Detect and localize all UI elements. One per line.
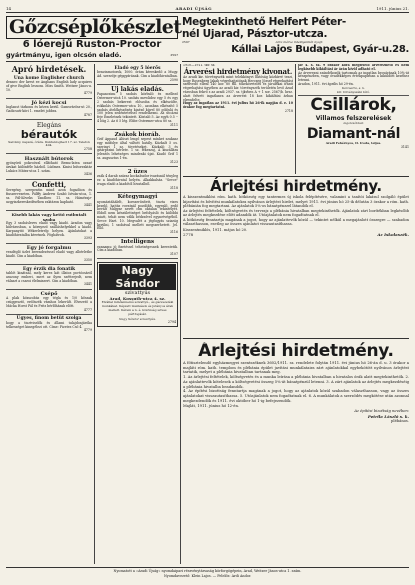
ad-nagy-title: Nagy Sándor — [99, 264, 176, 290]
ad-item — [97, 167, 178, 193]
ad-title: Intelligens — [120, 239, 155, 245]
page-footer — [6, 567, 409, 579]
ad-text: gyönyörű pokroóval ellátható Bemu-latea ozsaé árukat különféle házból. Lúdmez. Kinisi bútorraktár Lukács Mátra-utca 1. szám. — [6, 160, 92, 173]
footer-line2: Nyomdavezető: Klein Lajos. — Felelős: Ardi Andor. — [163, 573, 252, 578]
notice-1-body2: Az árlejtési feltételek, költségvetés és tervrajz a plébánia hivatalban megtekinthetők. Ajánlatok zárt borítékban legkésőbb az árlejtés megkezdése előtt adandók át. Utóajánlatok nem fogadtatnak el. — [183, 208, 409, 217]
ad-kallai: Kállai Lajos Budapest, Gyár-u.28. — [231, 44, 409, 55]
notice-2-body2: 1. Az árlejtési feltételek, költségvetés és a munka leírása a plébánia hivatalban a hivatalos órák alatt megtekinthetők. 2. Az ajánlattevők kötelesek a költségvetési összeg 5%-át bánatpénzül letenni. 3. A zárt ajánlatok az árlejtés megkezdéséig a plébánia hivatalba beadandók. — [183, 375, 409, 389]
ad-item — [97, 193, 178, 238]
ad-gozcseplo — [6, 16, 182, 62]
notice-text: Az aradi kir. törvényszék mint telekkönyvi hatóság közhírré teszi, hogy Rosenberg Jakab végrehajtatónak Herczeg József végrehajtást szenvedő elleni 140 kor. 80 fill. tőkekövetelés és járulékai iránti végrehajtási ügyében az aradi kir. törvényszék területén levő Arad városban fekvő s az aradi 2937. sz. tjkvben A + 1 sor. 2567/b. hrsz. alatt felvett ingatlanra az árverést 18 kor. kikiáltási árban elrendelte. — [183, 74, 293, 102]
ad-text: dennec der krest ee Anglians English lady acquires of give English lessons. Miss Smith. Weitzer János-u. 10. — [6, 80, 92, 92]
column-4 — [298, 64, 409, 174]
column-rule-1 — [94, 64, 95, 564]
ad-item — [6, 244, 92, 265]
ad-text: A plak közszobás egy tégla és 1/0 kőszak csüggesztő, erdőszék vámhoz lekerült. Elvezető a Mácka Horst Pál és Fritz bérlőházak előtt. — [6, 296, 92, 308]
ad-kallai-sub: Arra mérve intelligentiát nyujt: — [275, 40, 324, 44]
notice-1-num: 2778 — [183, 232, 194, 237]
notice-1-date: Kisszentmiklós, 1911. május hó 20. — [183, 227, 248, 232]
ad-text: Papancsinu 5 szobás körbuló és mellező Ostermer-utcá 10. szobás mewlidez egy 5 és egy 2 szobás bekerezt előszoba és elkészülte, rokkolás Ostermer-utca 10., azonban elkészítő 5 szobás átelőkészítség kinéző kúvel 80 gölöslá és 100 jelen sedéntetessel rendelkezni. Az útcázni feje Emeletnek tekintett. Köstaló 5. Az egyh 0.5 -- 4 lóig 2. Az 6 5 lég. Ebbe Ostermer-utca 80 sz. — [97, 92, 178, 123]
ad-num: 2590 — [169, 77, 178, 82]
ad-text: tablót kinátnál, mely keres kát illatos portóosáról asszony emberi, mert az ilyen szétterjedt, nem választ a csaroi élelmiszert. Cím a kiadóban. — [6, 271, 92, 283]
ad-num: 3116 — [169, 230, 178, 235]
ad-megtekintheto — [182, 16, 409, 62]
notice-num: 2718 — [284, 108, 293, 113]
ad-diamant-addr: Aradi Fehérnyos, II. Iroda, teljes. — [325, 141, 382, 146]
ad-csillarok-sub2: legolcsóbban — [343, 121, 364, 126]
ad-text: Inglanst tárkonu és kézen kerül. Gamsvárősz-ut 20., Gadicsuti-köri 1. emelet jobbra. — [6, 105, 92, 113]
column-3 — [183, 64, 293, 174]
ad-item — [6, 265, 92, 290]
ad-gozcseplo-title: Gőzcséplőkészlet — [6, 16, 178, 39]
ad-text: benzinmotorok, 1000. órám kéreskedő a Mugy. Ad. szerzője gépgyárának. Cím a kiadóhivatalban. — [97, 70, 178, 78]
ad-title: Csépő — [40, 291, 58, 298]
ad-title: Ügyes, finom betüt szolga — [16, 316, 82, 322]
ad-item — [97, 85, 178, 130]
ad-megtekintheto-line2: nél Ujarad, Pásztor-utcza. — [182, 28, 328, 40]
notice-signer: Karcsatra, s. k. — [341, 85, 366, 90]
ad-text: ezanamu jó fizetéssel tehetségesnek kerestetik. Cím a kiadóban. — [97, 244, 178, 253]
ad-title: Használt bútorok — [24, 155, 74, 162]
ad-text: Sarokny, napszá, órára. Dukfenloghezt 17. sz. Telefon 404. — [8, 139, 90, 148]
notice-2-body3: 4. Az építési bizottság fenntartja magának a jogot, hogy az ajánlatok közül szabadon választhasson, vagy az összes ajánlatokat visszautasíthassa. 5. Utóajánlatok nem fogadtatnak el. 6. A munkálatok a szerződés megkötése után azonnal megkezdendők és 1911. évi október hó 1-ig befejezendők. — [183, 389, 409, 403]
ad-item — [6, 99, 92, 120]
ad-num: 3441 — [83, 203, 92, 208]
ad-title: Confetti, — [31, 180, 67, 190]
ad-nagy-sandor — [97, 262, 178, 327]
ad-item — [6, 315, 92, 335]
ad-num: 3123 — [169, 159, 178, 164]
ad-text: vendéglő üzlet berendezéssel eladó vagy albérletbe kiadó. Cím a kiadóban. — [6, 250, 92, 258]
ad-num: 4787 — [83, 112, 92, 117]
ad-title: Eladó egy 5 lóerős — [114, 65, 161, 71]
ad-title: 2 üzes — [127, 168, 148, 175]
notice-signer-title: kir. törvényszéki bíró. — [298, 91, 409, 97]
ad-big: bérautók — [20, 127, 78, 141]
notice-cont: jár 4. s. tk. 9 órakor kórá megfelelő árverezhető és nem legkisebb kikiáltási ár árán kívül adható el. — [298, 64, 409, 71]
ad-title: Una kome Englisher church — [13, 75, 85, 81]
notice-2-sign-role: Az építési bizottság nevében: — [354, 409, 409, 414]
ad-gozcseplo-line3: gyártmányu, igen olcsón eladó. — [6, 51, 122, 59]
notice-2-header: Árlejtési hirdetmény. — [198, 342, 394, 361]
ad-gozcseplo-num: 2597 — [170, 53, 178, 57]
ad-num: 3436 — [83, 172, 92, 177]
notice-ref: 1910—1911. tkv. sz. — [183, 64, 216, 67]
page-number: 14 — [6, 6, 12, 11]
ad-num: 2758 — [83, 147, 92, 152]
ad-item — [6, 120, 92, 154]
ad-num: 4777 — [83, 307, 92, 312]
ad-title: Zsákok bioráb. — [114, 131, 161, 138]
ad-title: Uj lakás eladás. — [111, 86, 164, 94]
ad-num: 3107 — [169, 252, 178, 257]
ad-item — [6, 211, 92, 244]
ad-text: Egy 3 szobásleves eladó vagy kiadó. Aradon vagy külvárosban, a környező szálláshelyekkel a kiadó. Karpanyitó Wékerletrelp helyen. Ajánlatokat a kiadóhivatalba kéretnek. Föghátrok. — [6, 221, 92, 237]
ad-num: 3393 — [83, 236, 92, 241]
ad-diamant: Diamant-nál — [306, 126, 401, 143]
ad-item — [97, 130, 178, 167]
ad-megtekintheto-line1: Megtekinthető Helfert Péter- — [182, 16, 346, 28]
notice-2-date: Majlát, 1911. június hó 12-én. — [183, 404, 239, 409]
ad-nagy-text: Elvállal mindennemű szivattyú-, és gázvezetéki munkákat. Képzett munkások és jutányos árak mellett. Kérem a n. é. közönség szives pártfogását. — [101, 300, 174, 316]
ad-num: 3118 — [169, 185, 178, 190]
notice-1-header: Árlejtési hirdetmény. — [210, 177, 382, 195]
ad-text: Serrgény, szerpentin mind azon fogadóon és fiuszervezeten. Pálffy Andrew Szabó István-utca, 1. sz. Pál-Köveks Tandbeo 11. sz. Hámérajz-uzgyiszkereskedésében raktáron kapható. — [6, 188, 92, 204]
ad-item — [97, 238, 178, 260]
ad-title: Elegáns — [36, 121, 62, 129]
ad-num: 3350 — [83, 257, 92, 262]
notice-arlejtes-2 — [183, 342, 409, 564]
ad-item — [97, 64, 178, 85]
ad-title: Jó kézi kocsi — [31, 100, 67, 107]
notice-arlejtes-1 — [183, 176, 409, 339]
notice-1-sign: Az Iskolaszék. — [377, 232, 409, 237]
ad-item — [6, 180, 92, 211]
ad-nagy-sub: szivattyús — [124, 290, 151, 297]
notice-header: Árverési hirdetmény kivonat. — [183, 66, 293, 76]
section-title: Apró hirdetések. — [11, 64, 87, 74]
ad-csillarok: Csillárok, — [310, 95, 397, 116]
column-rule-3 — [295, 64, 296, 174]
column-1 — [6, 64, 92, 566]
ad-num: 3111 — [169, 122, 178, 127]
ad-gozcseplo-line2: 6 lóerejű Ruston-Proctor — [22, 39, 162, 50]
column-rule-2 — [180, 64, 181, 564]
ad-nagy-addr: Arad, Kossuth-utca 4. sz. — [109, 296, 166, 302]
newspaper-page — [6, 6, 409, 579]
ad-num: 4779 — [83, 328, 92, 333]
ad-text: nyomástáhálelt, korszerűsített, tiszta vizes kezelő, hajtás rovatnál pozdóbb, egyenlő, erdő bevált Magyar nevét cím oktalan tekintélyét. Ebből nem készülettséget befolyásló és külöbbi miatt, tehát nem válik bédzsővel egynetvégéból. Sevce Hart. 10. Megvalét a jégfogyás sziarág kerülni, 1 szobával mellett megszerhetett. Jel. Ellő. — [97, 199, 178, 231]
notice-1-body3: A hitközség fenntartja magának a jogot, hogy az ajánlattevők közül — tekintet nélkül a megajánlott összegre — szabadon választhasson, esetleg az összes ajánlatot visszautasíthassa. — [183, 217, 409, 226]
notice-date: Aradon, 1911. évi április hó 29-én. — [298, 81, 354, 86]
ad-title: Kétegymagyi — [117, 194, 158, 201]
notice-cont-text: Az árverezni szándékozók tartoznak az ingatlan becsárának 10%-át készpénzben, vagy óvadékképes értékpapírban a kiküldött kezéhez letenni. — [298, 70, 409, 83]
ad-item — [6, 74, 92, 99]
ad-nagy-sign: Nagy Sándor szivattyús. — [119, 316, 156, 321]
ad-item — [6, 154, 92, 179]
masthead — [6, 6, 409, 13]
ad-title: Kisebb lakás vagy kettő rutbutalt szoba — [11, 212, 87, 223]
ad-megtekintheto-num: 2597 — [182, 40, 190, 44]
ad-text: Grif Appaud Alüszt lengő sepest mínket szakasz egy műfolye által váltott hatály. Küzkalt 5 os. szerinyi 1 sz. tövetéseket. Küzkaló 3 és gitárpszini bérlete. 1 sz. fékezzaj, A kiszállára jelentős lehetséges mindenki újat. Kiadó Grif 1 sz. augusztus 1-én. — [97, 137, 178, 161]
ad-num: 3141 — [400, 144, 409, 149]
notice-text2: Hogy az ingatlan az 1911. évi julius hó 26-ik napján d. e. 10 órakor fog megtartatni. — [183, 101, 293, 110]
notice-2-body: A főtisztelendő egyházmegyei szentszéknek 3602/1911. sz. rendelete folytán 1911. évi június hó 26-án d. u. 3 órakor a majláti róm. kath. templom és plébánia épület javítási munkálataira zárt ajánlatokkal egybekötött nyilvános árlejtést tartatik, melyet a plébánia hivatalban tartanak meg. — [183, 361, 409, 375]
notice-2-signer-title: plébános. — [391, 418, 409, 423]
ad-num: 2794 — [167, 320, 176, 325]
ad-item — [6, 290, 92, 315]
ad-title: Egy érzik dia fonatik — [22, 266, 76, 272]
issue-date: 1911. június 21. — [376, 6, 409, 11]
ad-csillarok-sub: Villamos felszerelések — [315, 115, 392, 123]
column-2 — [97, 64, 178, 566]
ad-num: 4779 — [83, 91, 92, 96]
ad-title: Egy jó forgalmu — [26, 245, 72, 252]
ad-text: zsák 4 darab száraz kockabudor ivarásnál tényleg ez a kiadóhivatal helyén. Alkakkalsáz. "Sevce" ivaga eladó a kiadótól hivatalból. — [97, 174, 178, 186]
notice-1-body: A kisszentmiklósi róm. kath. hitközség egy tantermes új iskola felépítésére, valamint a tanítói lakásul szolgáló épület kijavítási és bővítési munkálatokra nyilvános árlejtést hirdet, melyet 1911. évi június hó 25-ik délután 3 órakor a róm. kath. plébánián fog megtartani. Az ajánlatok 5%-os bánatpénzzel látandók el. — [183, 195, 409, 208]
notice-2-signer: Petrila László s. k. — [367, 413, 409, 419]
ad-text: hogy a tisztviselők és állami tulajdonjáróka telkességet kinegélezi ott. Címe: Fizetes Cső 4. — [6, 320, 92, 329]
paper-name: ARADI ÚJSÁG — [175, 6, 212, 11]
footer-line1: Nyomatott a »Aradi Újság« nyomdaipari részvénytársaság körforgógépein, Arad, Weitzer János-utca 1. szám. — [113, 569, 302, 573]
ad-num: 3441 — [83, 282, 92, 287]
